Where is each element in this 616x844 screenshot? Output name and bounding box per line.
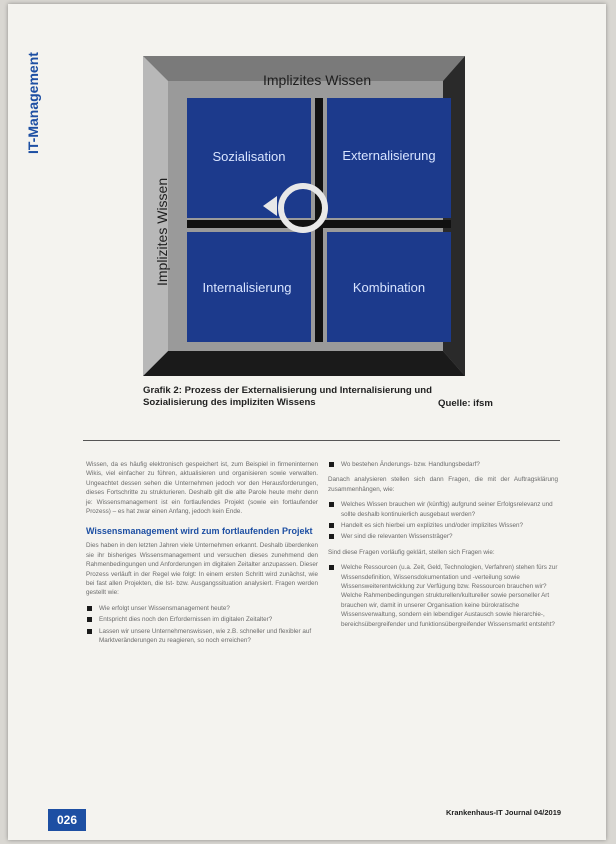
magazine-page	[8, 4, 606, 840]
intro-paragraph: Wissen, da es häufig elektronisch gespeichert ist, zum Beispiel in firmeninternen Wikis, viel einfacher zu führen, aktualisieren und organisieren sowie verwalten. Ungeachtet dessen sehen die Unternehmen jedoch vor den Herausforderungen, dieses Fortschritte zu strukturieren. Deshalb gilt die alte Parole heute mehr denn je: Wissensmanagement ist ein fortlaufendes Projekt (sowie ein fortlaufender Prozess) – es hat zwar einen Anfang, jedoch kein Ende.	[86, 461, 318, 516]
list-item: Welches Wissen brauchen wir (künftig) aufgrund seiner Erfolgsrelevanz und sollte deshalb kontinuierlich ausgebaut werden?	[328, 500, 558, 519]
label-internalisation: Internalisierung	[202, 280, 292, 295]
figure-top-label: Implizites Wissen	[263, 72, 372, 88]
divider-rule	[83, 440, 560, 441]
figure-side-label: Implizites Wissen	[154, 177, 170, 286]
list-item: Entspricht dies noch den Erfordernissen im digitalen Zeitalter?	[86, 615, 318, 624]
label-combination: Kombination	[352, 280, 426, 295]
question-list-right-2	[328, 563, 558, 629]
label-externalisation: Externalisierung	[342, 148, 436, 163]
figure-source: Quelle: ifsm	[438, 398, 493, 409]
list-item: Wer sind die relevanten Wissensträger?	[328, 532, 558, 541]
right-paragraph-1: Danach analysieren stellen sich dann Fragen, die mit der Auftragsklärung zusammenhängen, wie:	[328, 476, 558, 493]
journal-name: Krankenhaus-IT Journal 04/2019	[446, 808, 562, 817]
frame-bottom	[143, 351, 465, 376]
list-item: Lassen wir unsere Unternehmenswissen, wie z.B. schneller und flexibler auf Marktveränderungen zu reagieren, so noch erreichen?	[86, 627, 318, 646]
label-socialisation: Sozialisation	[212, 149, 286, 164]
question-list-left	[86, 604, 318, 646]
knowledge-figure	[143, 56, 465, 376]
knowledge-figure-graphic	[143, 56, 465, 376]
list-item: Wo bestehen Änderungs- bzw. Handlungsbedarf?	[328, 460, 558, 469]
text-column-left	[86, 460, 318, 652]
figure-caption: Grafik 2: Prozess der Externalisierung und Internalisierung und Sozialisierung des impliziten Wissens	[143, 385, 432, 408]
question-list-top	[328, 460, 558, 469]
section-label: IT-Management	[25, 52, 41, 154]
list-item: Welche Ressourcen (u.a. Zeit, Geld, Technologien, Verfahren) stehen fürs zur Wissensdefinition, Wissensdokumentation und -verteilung sowie Wissensweiterentwicklung zur Verfügung bzw. Ressourcen brauchen wir? Welche Rahmenbedingungen strukturellen/kultureller sowie personeller Art brauchen wir, damit in unserer Organisation keine bürokratische Wissensverwaltung, sondern ein lebendiger Austausch sowie hierarchie-, bereichsübergreifender und funktionsübergreifender Wissensmarkt entsteht?	[328, 563, 558, 629]
section-heading: Wissensmanagement wird zum fortlaufenden Projekt	[86, 526, 313, 537]
list-item: Wie erfolgt unser Wissensmanagement heute?	[86, 604, 318, 613]
right-paragraph-2: Sind diese Fragen vorläufig geklärt, stellen sich Fragen wie:	[328, 548, 495, 556]
text-column-right	[328, 460, 558, 635]
page-number: 026	[48, 809, 86, 831]
body-paragraph: Dies haben in den letzten Jahren viele Unternehmen erkannt. Deshalb überdenken sie ihr bisheriges Wissensmanagement und versuchen dieses zunehmend den Rahmenbedingungen und Anforderungen im digitalen Zeitalter anzupassen. Dieser Prozess verläuft in der Regel wie folgt: In einem ersten Schritt wird zunächst, wie bei fast allen Projekten, die Ist- bzw. Ausgangssituation analysiert. Fragen werden gestellt wie:	[86, 542, 318, 597]
question-list-right-1	[328, 500, 558, 542]
list-item: Handelt es sich hierbei um explizites und/oder implizites Wissen?	[328, 521, 558, 530]
